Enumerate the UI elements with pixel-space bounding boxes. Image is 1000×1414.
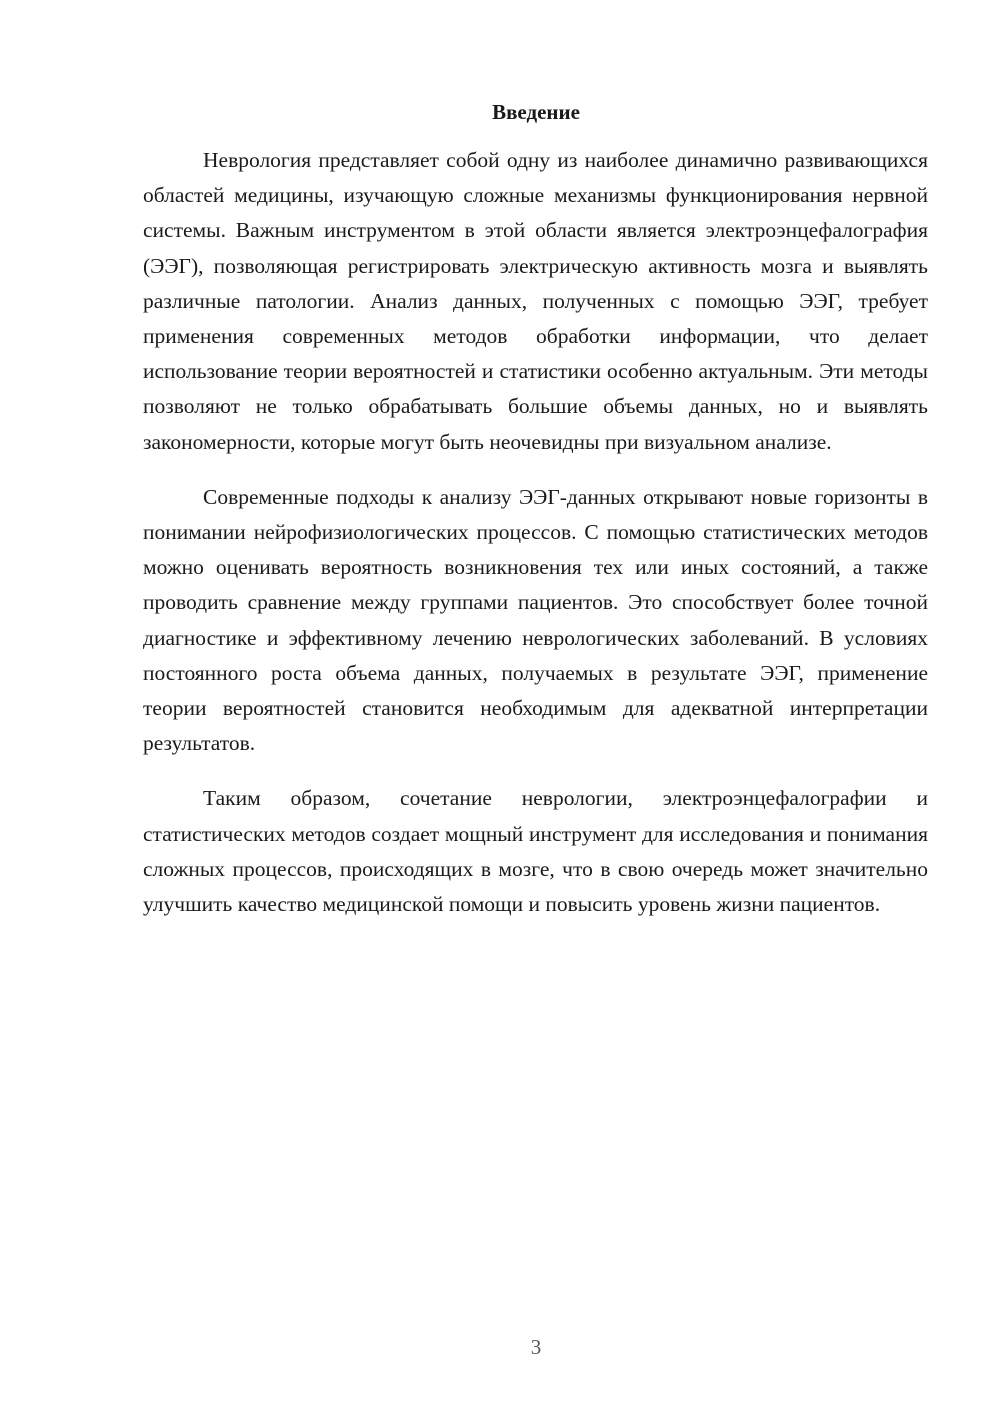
paragraph-3: Таким образом, сочетание неврологии, электроэнцефалографии и статистических методов создает мощный инструмент для исследования и понимания сложных процессов, происходящих в мозге, что в свою очередь может значительно улучшить качество медицинской помощи и повысить уровень жизни пациентов. bbox=[143, 786, 928, 917]
paragraph-1: Неврология представляет собой одну из наиболее динамично развивающихся областей медицины, изучающую сложные механизмы функционирования нервной системы. Важным инструментом в этой области является электроэнцефалография (ЭЭГ), позволяющая регистрировать электрическую активность мозга и выявлять различные патологии. Анализ данных, полученных с помощью ЭЭГ, требует применения современных методов обработки информации, что делает использование теории вероятностей и статистики особенно актуальным. Эти методы позволяют не только обрабатывать большие объемы данных, но и выявлять закономерности, которые могут быть неочевидны при визуальном анализе. bbox=[143, 148, 928, 454]
paragraph-2: Современные подходы к анализу ЭЭГ-данных открывают новые горизонты в понимании нейрофизиологических процессов. С помощью статистических методов можно оценивать вероятность возникновения тех или иных состояний, а также проводить сравнение между группами пациентов. Это способствует более точной диагностике и эффективному лечению неврологических заболеваний. В условиях постоянного роста объема данных, получаемых в результате ЭЭГ, применение теории вероятностей становится необходимым для адекватной интерпретации результатов. bbox=[143, 484, 928, 756]
page-number: 3 bbox=[530, 1335, 542, 1359]
section-heading: Введение bbox=[492, 100, 580, 124]
body-text bbox=[143, 143, 928, 942]
